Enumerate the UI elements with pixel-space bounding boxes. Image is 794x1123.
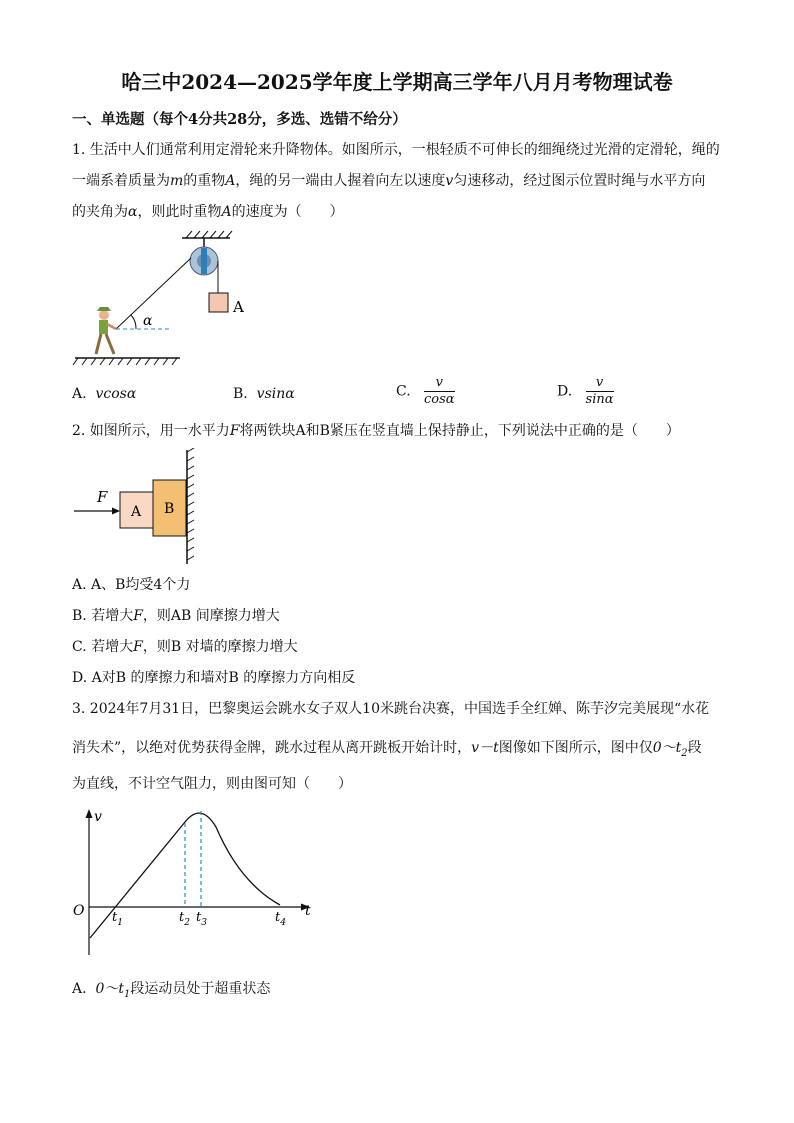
- q1-option-a[interactable]: [72, 386, 136, 402]
- q1-text: 一端系着质量为: [72, 173, 170, 189]
- x-axis-label: t: [305, 903, 311, 919]
- y-axis-arrow-icon: [86, 809, 93, 818]
- option-text: B. 若增大: [72, 608, 134, 624]
- symbol-F: F: [133, 639, 143, 655]
- section-heading: 一、单选题（每个4分共28分，多选、选错不给分）: [72, 111, 407, 128]
- q3-text: 图像如下图所示，图中仅: [498, 740, 653, 756]
- q1-text: ，则此时重物: [137, 204, 222, 220]
- ceiling-hatch: [186, 231, 232, 238]
- option-label: A.: [72, 981, 87, 997]
- block-A: [209, 293, 228, 312]
- q1-text: 匀速移动，经过图示位置时绳与水平方向: [453, 173, 706, 189]
- q2-option-b[interactable]: [72, 601, 280, 632]
- t3-label: $t_3$: [196, 910, 207, 928]
- block-A-label: A: [233, 298, 244, 316]
- wall-hatch: [187, 448, 194, 560]
- q1-text: 的夹角为: [72, 204, 128, 220]
- pulley-figure: [70, 228, 270, 373]
- q2-text: 将两铁块A和B紧压在竖直墙上保持静止，下列说法中正确的是（ ）: [239, 423, 680, 439]
- option-label: C.: [396, 383, 411, 400]
- q2-option-d[interactable]: D. A对B 的摩擦力和墙对B 的摩擦力方向相反: [72, 670, 356, 686]
- q3-option-a[interactable]: [72, 978, 270, 1000]
- origin-label: O: [73, 903, 85, 919]
- fraction-numerator: v: [424, 375, 455, 392]
- q3-text: 消失术”，以绝对优势获得金牌，跳水过程从离开跳板开始计时，: [72, 740, 472, 756]
- symbol-F: F: [133, 608, 143, 624]
- option-fraction: [424, 375, 455, 408]
- symbol-subscript: 2: [681, 747, 688, 759]
- page-title: 哈三中2024—2025学年度上学期高三学年八月月考物理试卷: [121, 70, 673, 94]
- q1-line1: 1. 生活中人们通常利用定滑轮来升降物体。如图所示，一根轻质不可伸长的细绳绕过光滑的定滑轮，绳的: [72, 142, 720, 158]
- symbol-range: 0～t: [652, 740, 682, 756]
- q1-line2: [72, 166, 705, 197]
- ground-hatch: [73, 358, 177, 365]
- angle-label: α: [143, 313, 153, 329]
- force-label: F: [97, 488, 108, 506]
- option-text: 段运动员处于超重状态: [130, 981, 271, 997]
- q3-text: 段: [687, 740, 702, 756]
- symbol-range: 0～t: [95, 981, 125, 997]
- option-text: C. 若增大: [72, 639, 134, 655]
- option-label: A.: [72, 386, 87, 402]
- person-figure: [96, 307, 116, 354]
- q3-line3: 为直线，不计空气阻力，则由图可知（ ）: [72, 776, 352, 792]
- option-value: vcosα: [95, 386, 137, 402]
- q3-line2: [72, 733, 702, 769]
- pulley-bracket: [201, 248, 207, 274]
- symbol-v-t: v－t: [471, 740, 499, 756]
- option-label: B.: [233, 386, 248, 402]
- q2-line1: [72, 416, 680, 447]
- q1-line3: [72, 197, 344, 228]
- option-text: ，则B 对墙的摩擦力增大: [142, 639, 298, 655]
- fraction-denominator: sinα: [585, 392, 614, 407]
- q1-text: 的重物: [183, 173, 226, 189]
- arrow-head-icon: [112, 508, 120, 515]
- q1-option-b[interactable]: [233, 386, 295, 402]
- q1-text: 的速度为（ ）: [231, 204, 344, 220]
- angle-arc: [131, 315, 136, 329]
- q1-option-c[interactable]: [396, 375, 455, 408]
- block-A-label: A: [131, 504, 142, 520]
- option-fraction: [586, 375, 614, 408]
- symbol-A: A: [225, 173, 236, 189]
- symbol-m: m: [170, 173, 184, 189]
- blocks-figure: [70, 448, 210, 570]
- symbol-F: F: [229, 423, 240, 439]
- option-label: D.: [557, 383, 573, 400]
- symbol-alpha: α: [128, 204, 138, 220]
- q1-text: ，绳的另一端由人握着向左以速度: [235, 173, 446, 189]
- q2-option-c[interactable]: [72, 632, 298, 663]
- option-text: ，则AB 间摩擦力增大: [142, 608, 280, 624]
- fraction-numerator: v: [586, 375, 614, 392]
- t2-label: $t_2$: [179, 910, 190, 928]
- fraction-denominator: cosα: [424, 392, 455, 407]
- q1-option-d[interactable]: [557, 375, 614, 408]
- block-B-label: B: [164, 501, 175, 517]
- q3-line1: 3. 2024年7月31日，巴黎奥运会跳水女子双人10米跳台决赛，中国选手全红婵、陈芋汐完美展现“水花: [72, 701, 710, 717]
- rope-diagonal: [116, 258, 191, 329]
- symbol-A: A: [221, 204, 232, 220]
- q2-option-a[interactable]: A. A、B均受4个力: [72, 577, 191, 593]
- t1-label: $t_1$: [112, 910, 123, 928]
- t4-label: $t_4$: [275, 910, 286, 928]
- symbol-v: v: [445, 173, 454, 189]
- vt-graph: [70, 805, 330, 960]
- y-axis-label: v: [94, 809, 102, 825]
- symbol-subscript: 1: [124, 988, 131, 1000]
- option-value: vsinα: [256, 386, 295, 402]
- q2-text: 2. 如图所示，用一水平力: [72, 423, 230, 439]
